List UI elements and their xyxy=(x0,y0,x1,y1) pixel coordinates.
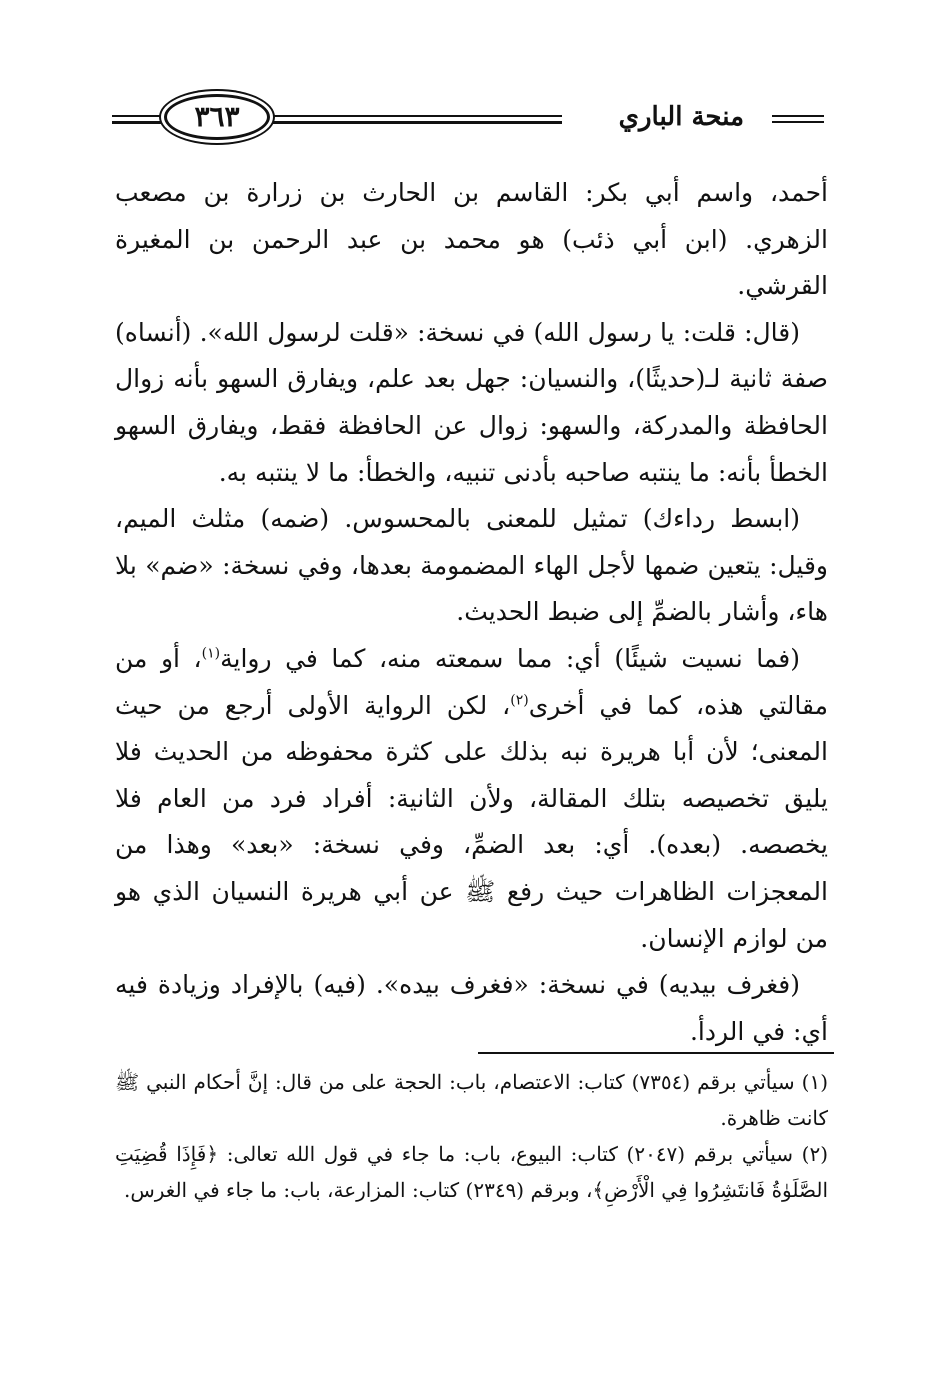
book-title: منحة الباري xyxy=(618,102,744,132)
paragraph: (قال: قلت: يا رسول الله) في نسخة: «قلت لرسول الله». (أنساه) صفة ثانية لـ(حديثًا)، والنسيان: جهل بعد علم، ويفارق السهو بأنه زوال الحافظة والمدركة، والسهو: زوال عن الحافظة فقط، ويفارق السهو الخطأ بأنه: ما ينتبه صاحبه بأدنى تنبيه، والخطأ: ما لا ينتبه به. xyxy=(115,317,828,487)
paragraph-text: ، لكن الرواية الأولى أرجع من حيث المعنى؛ لأن أبا هريرة نبه بذلك على كثرة محفوظه من الحديث فلا يليق تخصيصه بتلك المقالة، ولأن الثانية: أفراد فرد من العام فلا يخصصه. (بعده). أي: بعد الضمِّ، وفي نسخة: «بعد» وهذا من المعجزات الظاهرات حيث رفع ﷺ عن أبي هريرة النسيان الذي هو من لوازم الإنسان. xyxy=(115,690,828,953)
page-header xyxy=(112,92,824,142)
footnote-divider xyxy=(478,1052,834,1054)
header-rule-right xyxy=(772,115,824,127)
main-text xyxy=(115,170,828,1055)
paragraph: أحمد، واسم أبي بكر: القاسم بن الحارث بن زرارة بن مصعب الزهري. (ابن أبي ذئب) هو محمد بن عبد الرحمن بن المغيرة القرشي. xyxy=(115,178,828,301)
paragraph: (فغرف بيديه) في نسخة: «فغرف بيده». (فيه) بالإفراد وزيادة فيه أي: في الردأ. xyxy=(115,970,828,1046)
footnote-ref: (٢) xyxy=(510,692,529,709)
paragraph-text: ، أو من مقالتي هذه، كما في أخرى xyxy=(115,643,829,720)
paragraph xyxy=(115,636,828,962)
paragraph-text: (فما نسيت شيئًا) أي: مما سمعته منه، كما في رواية xyxy=(220,643,801,673)
footnotes xyxy=(115,1064,828,1208)
footnote: (١) سيأتي برقم (٧٣٥٤) كتاب: الاعتصام، باب: الحجة على من قال: إنَّ أحكام النبي ﷺ كانت ظاهرة. xyxy=(115,1070,829,1130)
paragraph: (ابسط رداءك) تمثيل للمعنى بالمحسوس. (ضمه) مثلث الميم، وقيل: يتعين ضمها لأجل الهاء المضمومة بعدها، وفي نسخة: «ضم» بلا هاء، وأشار بالضمِّ إلى ضبط الحديث. xyxy=(115,504,828,627)
footnote-ref: (١) xyxy=(201,645,221,662)
page-number: ٣٦٣ xyxy=(164,94,270,140)
footnote: (٢) سيأتي برقم (٢٠٤٧) كتاب: البيوع، باب: ما جاء في قول الله تعالى: ﴿فَإِذَا قُضِيَتِ الصَّلَوٰةُ فَانتَشِرُوا فِي الْأَرْضِ﴾، وبرقم (٢٣٤٩) كتاب: المزارعة، باب: ما جاء في الغرس. xyxy=(115,1142,828,1202)
